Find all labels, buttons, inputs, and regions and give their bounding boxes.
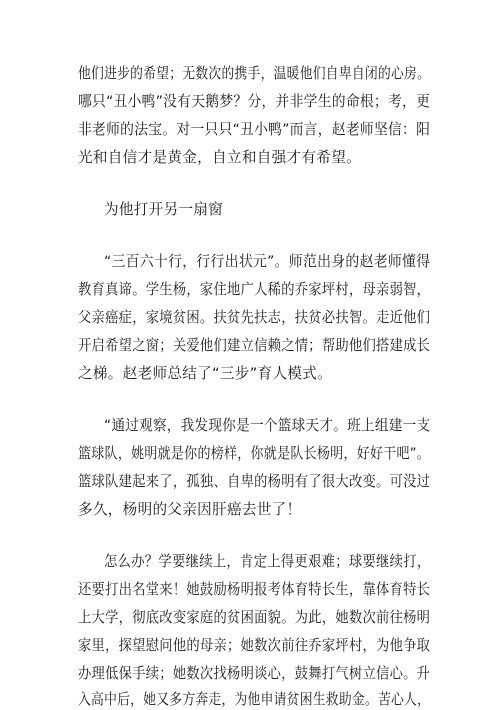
paragraph-3-line: 篮球队，姚明就是你的榜样，你就是队长杨明，好好干吧”。 — [78, 445, 431, 462]
paragraph-3-line: 篮球队建起来了，孤独、自卑的杨明有了很大改变。可没过 — [78, 473, 431, 490]
paragraph-2-line: “三百六十行，行行出状元”。师范出身的赵老师懂得 — [104, 253, 431, 270]
paragraph-2-line: 教育真谛。学生杨，家住地广人稀的乔家坪村，母亲弱智， — [78, 281, 431, 298]
paragraph-4-line: 还要打出名堂来！她鼓励杨明报考体育特长生，靠体育特长 — [78, 581, 431, 598]
paragraph-4-line: 上大学，彻底改变家庭的贫困面貌。为此，她数次前往杨明 — [78, 609, 431, 626]
paragraph-4-line: 入高中后，她又多方奔走，为他申请贫困生救助金。苦心人， — [78, 691, 431, 708]
paragraph-1-line: 光和自信才是黄金，自立和自强才有希望。 — [78, 149, 361, 166]
paragraph-4-line: 办理低保手续；她数次找杨明谈心，鼓舞打气树立信心。升 — [78, 665, 431, 682]
paragraph-4-line: 家里，探望慰问他的母亲；她数次前往乔家坪村，为他争取 — [78, 637, 431, 654]
paragraph-1-line: 他们进步的希望；无数次的携手，温暖他们自卑自闭的心房。 — [78, 65, 431, 82]
paragraph-1-line: 非老师的法宝。对一只只“丑小鸭”而言，赵老师坚信：阳 — [78, 121, 431, 138]
paragraph-2-line: 开启希望之窗；关爱他们建立信赖之情；帮助他们搭建成长 — [78, 337, 431, 354]
paragraph-3-line: “通过观察，我发现你是一个篮球天才。班上组建一支 — [104, 417, 431, 434]
paragraph-1-line: 哪只“丑小鸭”没有天鹅梦？分，并非学生的命根；考，更 — [78, 93, 431, 110]
paragraph-3-line: 多久，杨明的父亲因肝癌去世了！ — [78, 501, 302, 518]
paragraph-4-line: 怎么办？学要继续上，肯定上得更艰难；球要继续打， — [104, 553, 431, 570]
paragraph-2-line: 父亲癌症，家境贫困。扶贫先扶志，扶贫必扶智。走近他们 — [78, 309, 431, 326]
section-heading: 为他打开另一扇窗 — [104, 201, 224, 218]
paragraph-2-line: 之梯。赵老师总结了“三步”育人模式。 — [78, 365, 333, 382]
